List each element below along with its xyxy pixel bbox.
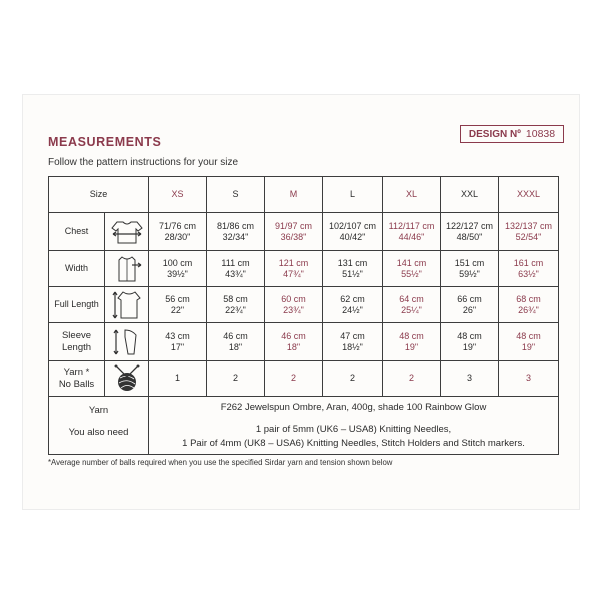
needs-line-2: 1 Pair of 4mm (UK8 – USA6) Knitting Needles, Stitch Holders and Stitch markers. [182,437,525,449]
row-label-width: Width [49,251,105,287]
design-number: 10838 [525,128,556,140]
length-l: 62 cm 24½" [323,287,383,323]
length-xxl: 66 cm 26" [441,287,499,323]
balls-xxxl: 3 [499,361,559,397]
width-xl: 141 cm 55½" [383,251,441,287]
table-row [49,323,559,361]
chest-s: 81/86 cm 32/34" [207,213,265,251]
balls-l: 2 [323,361,383,397]
design-number-box [460,125,564,143]
table-row [49,213,559,251]
sleeve-s: 46 cm 18" [207,323,265,361]
chest-xxl: 122/127 cm 48/50" [441,213,499,251]
size-header-xl: XL [383,177,441,213]
width-xs: 100 cm 39½" [149,251,207,287]
chest-diagram-icon [105,213,149,251]
width-xxxl: 161 cm 63½" [499,251,559,287]
balls-xl: 2 [383,361,441,397]
row-label-full-length: Full Length [49,287,105,323]
table-row [49,251,559,287]
size-header-l: L [323,177,383,213]
length-s: 58 cm 22¾" [207,287,265,323]
yarn-ball-icon [105,361,149,397]
yarn-details-values [149,397,559,455]
chest-m: 91/97 cm 36/38" [265,213,323,251]
balls-s: 2 [207,361,265,397]
footnote: *Average number of balls required when you use the specified Sirdar yarn and tension shown below [48,458,393,467]
table-row [49,361,559,397]
sleeve-xl: 48 cm 19" [383,323,441,361]
size-header: Size [49,177,149,213]
row-label-sleeve-length: Sleeve Length [49,323,105,361]
balls-xxl: 3 [441,361,499,397]
size-header-m: M [265,177,323,213]
table-row [49,287,559,323]
sleeve-xxxl: 48 cm 19" [499,323,559,361]
width-diagram-icon [105,251,149,287]
intro-text: Follow the pattern instructions for your size [48,157,239,168]
sleeve-xxl: 48 cm 19" [441,323,499,361]
length-diagram-icon [105,287,149,323]
width-l: 131 cm 51½" [323,251,383,287]
yarn-details-row [49,397,559,455]
size-header-xxxl: XXXL [499,177,559,213]
width-m: 121 cm 47¾" [265,251,323,287]
yarn-details-labels [49,397,149,455]
size-header-xxl: XXL [441,177,499,213]
balls-xs: 1 [149,361,207,397]
yarn-value: F262 Jewelspun Ombre, Aran, 400g, shade 100 Rainbow Glow [220,401,487,413]
width-xxl: 151 cm 59½" [441,251,499,287]
row-label-chest: Chest [49,213,105,251]
needs-line-1: 1 pair of 5mm (UK6 – USA8) Knitting Needles, [255,423,452,435]
yarn-label: Yarn [88,404,109,416]
also-need-label: You also need [68,426,129,438]
sleeve-diagram-icon [105,323,149,361]
page-title: MEASUREMENTS [48,135,162,149]
width-s: 111 cm 43¾" [207,251,265,287]
chest-l: 102/107 cm 40/42" [323,213,383,251]
measurements-table [48,176,559,455]
design-label: DESIGN Nº [468,128,521,140]
table-header-row [49,177,559,213]
size-header-s: S [207,177,265,213]
chest-xs: 71/76 cm 28/30" [149,213,207,251]
length-xl: 64 cm 25¼" [383,287,441,323]
sleeve-m: 46 cm 18" [265,323,323,361]
size-header-xs: XS [149,177,207,213]
sleeve-l: 47 cm 18½" [323,323,383,361]
length-xs: 56 cm 22" [149,287,207,323]
chest-xl: 112/117 cm 44/46" [383,213,441,251]
row-label-yarn-balls: Yarn * No Balls [49,361,105,397]
length-xxxl: 68 cm 26¾" [499,287,559,323]
balls-m: 2 [265,361,323,397]
length-m: 60 cm 23¾" [265,287,323,323]
sleeve-xs: 43 cm 17" [149,323,207,361]
chest-xxxl: 132/137 cm 52/54" [499,213,559,251]
